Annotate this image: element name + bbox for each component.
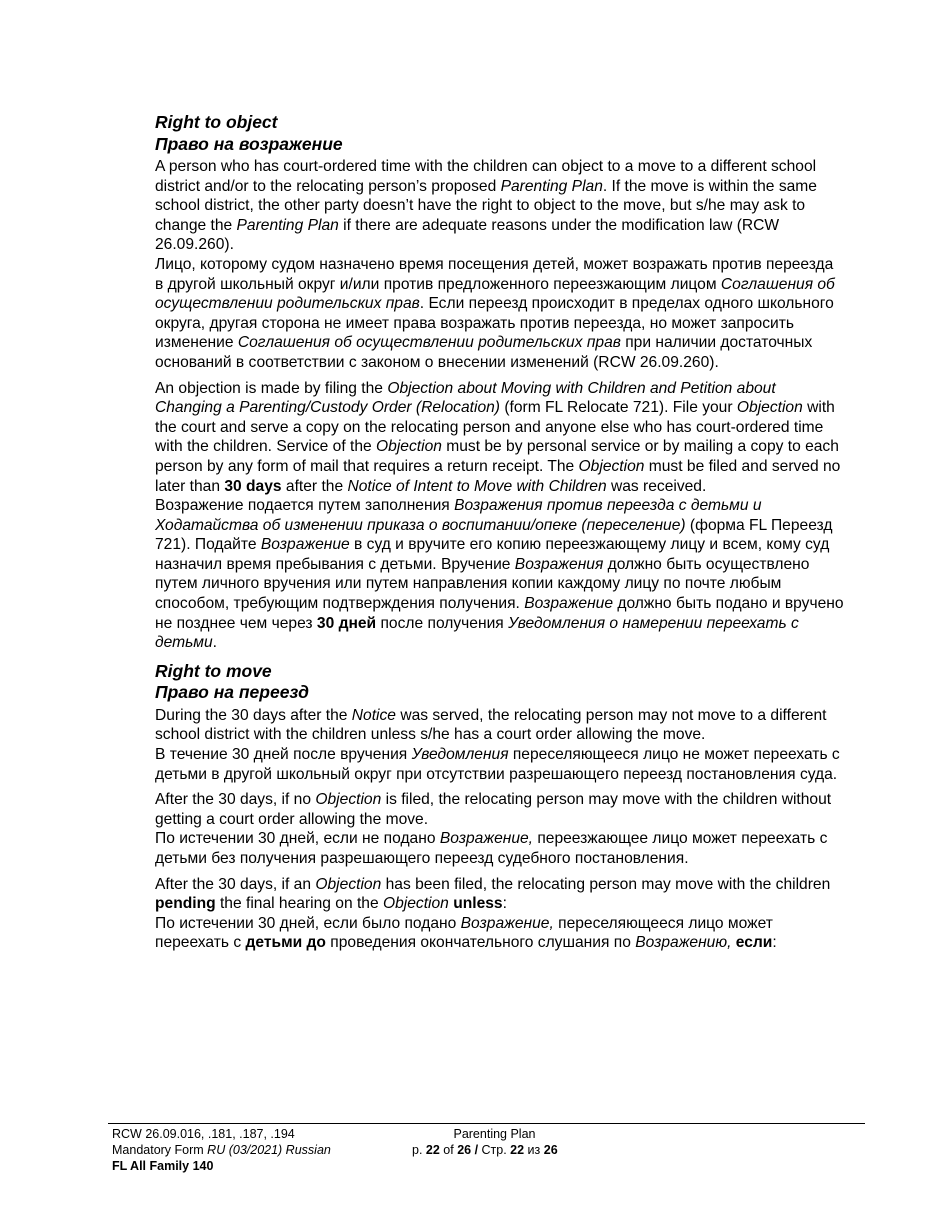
footer-form-version: Mandatory Form RU (03/2021) Russian [112,1143,331,1157]
footer-left [112,1126,331,1174]
paragraph-object-en: A person who has court-ordered time with the children can object to a move to a different school district and/or to the relocating person’s proposed Parenting Plan. If the move is within the same school district, the other party doesn’t have the right to object to the move, but s/he may ask to change the Parenting Plan if there are adequate reasons under the modification law (RCW 26.09.260). [155,158,817,254]
section-heading-move [155,661,845,704]
paragraph-no-objection-en: After the 30 days, if no Objection is filed, the relocating person may move with the children without getting a court order allowing the move. [155,791,832,828]
paragraph-object-ru: Лицо, которому судом назначено время посещения детей, может возражать против переезда в другой школьный округ и/или против предложенного переезжающим лицом Соглашения об осуществлении родительских прав. Если переезд происходит в пределах одного школьного округа, другая сторона не имеет права возражать против переезда, но может запросить изменение Соглашения об осуществлении родительских прав при наличии достаточных оснований в соответствии с законом о внесении изменений (RCW 26.09.260). [155,255,835,371]
paragraph-objection-filing-en: An objection is made by filing the Objection about Moving with Children and Petition about Changing a Parenting/Custody Order (Relocation) (form FL Relocate 721). File your Objection with the court and serve a copy on the relocating person and anyone else who has court-ordered time with the children. Service of the Objection must be by personal service or by mailing a copy to each person by any form of mail that requires a return receipt. The Objection must be filed and served no later than 30 days after the Notice of Intent to Move with Children was received. [155,379,841,495]
footer-center [412,1126,577,1158]
footer-divider [108,1123,865,1124]
paragraph-no-objection-ru: По истечении 30 дней, если не подано Возражение, переезжающее лицо может переехать с детьми без получения разрешающего переезд судебного постановления. [155,830,828,867]
heading-en: Right to object [155,112,278,132]
paragraph-move-30-days-en: During the 30 days after the Notice was served, the relocating person may not move to a different school district with the children unless s/he has a court order allowing the move. [155,706,827,744]
footer-statute: RCW 26.09.016, .181, .187, .194 [112,1127,295,1141]
heading-ru: Право на переезд [155,682,309,703]
heading-ru: Право на возражение [155,133,343,154]
heading-en: Right to move [155,660,272,681]
footer-doc-title: Parenting Plan [453,1127,536,1141]
paragraph-objection-filed-ru: По истечении 30 дней, если было подано Возражение, переселяющееся лицо может переехать с детьми до проведения окончательного слушания по Возражению, если: [155,914,777,952]
paragraph-objection-filing-ru: Возражение подается путем заполнения Возражения против переезда с детьми и Ходатайства об изменении приказа о воспитании/опеке (переселение) (форма FL Переезд 721). Подайте Возражение в суд и вручите его копию переезжающему лицу и всем, кому суд назначил время пребывания с детьми. Вручение Возражения должно быть осуществлено путем личного вручения или путем направления копии каждому лицу по почте любым способом, требующим подтверждения получения. Возражение должно быть подано и вручено не позднее чем через 30 дней после получения Уведомления о намерении переехать с детьми. [155,497,844,652]
section-heading-object [155,112,845,155]
paragraph-move-30-days-ru: В течение 30 дней после вручения Уведомления переселяющееся лицо не может переехать с детьми в другой школьный округ при отсутствии разрешающего переезд постановления суда. [155,746,840,783]
footer-page-number: p. 22 of 26 / Стр. 22 из 26 [412,1143,558,1157]
paragraph-objection-filed-en: After the 30 days, if an Objection has been filed, the relocating person may move with the children pending the final hearing on the Objection unless: [155,875,831,913]
page-content [155,112,845,953]
footer-form-code: FL All Family 140 [112,1159,214,1173]
